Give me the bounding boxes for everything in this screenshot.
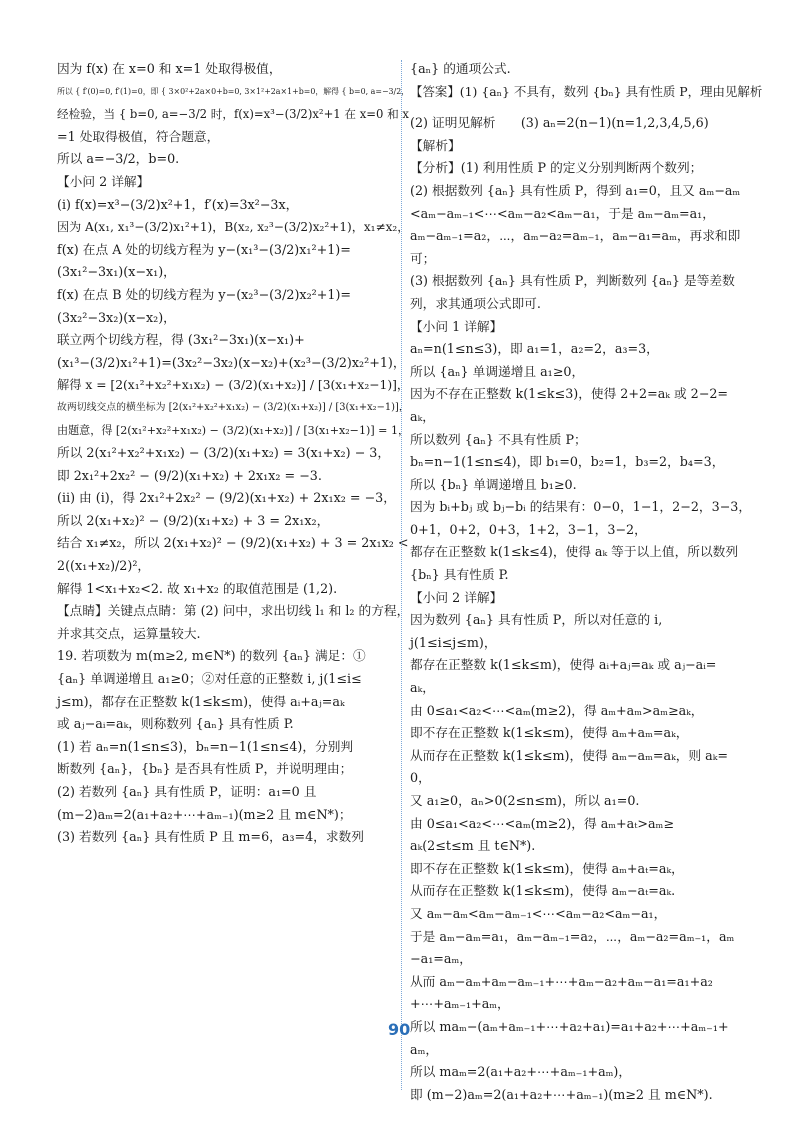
text-line: 即 2x₁²+2x₂² − (9/2)(x₁+x₂) + 2x₁x₂ = −3. (57, 467, 322, 483)
text-line: 所以 {aₙ} 单调递增且 a₁≥0， (410, 363, 585, 379)
text-line: =1 处取得极值，符合题意， (57, 128, 220, 144)
text-line: 又 a₁≥0，aₙ>0(2≤n≤m)，所以 a₁=0. (410, 793, 640, 808)
text-line: (3x₂²−3x₂)(x−x₂)， (57, 309, 176, 325)
page-number: 90 (388, 1020, 411, 1039)
text-line: 所以 {bₙ} 单调递增且 b₁≥0. (410, 476, 577, 492)
blank-line (410, 103, 762, 112)
text-line: 因为 A(x₁, x₁³−(3/2)x₁²+1)，B(x₂, x₂³−(3/2)x₂²+1)，x₁≠x₂， (57, 220, 410, 235)
text-line: 可； (410, 250, 436, 266)
text-line: 由 0≤a₁<a₂<⋯<aₘ(m≥2)，得 aₘ+aₜ>aₘ≥ (410, 815, 674, 831)
text-line: 0， (410, 770, 431, 786)
text-line: 所以数列 {aₙ} 不具有性质 P； (410, 431, 587, 447)
right-column (410, 58, 762, 1106)
text-line: 由题意，得 [2(x₁²+x₂²+x₁x₂) − (3/2)(x₁+x₂)] / [3(x₁+x₂−1)] = 1， (57, 423, 410, 437)
text-line: 故两切线交点的横坐标为 [2(x₁²+x₂²+x₁x₂) − (3/2)(x₁+x₂)] / [3(x₁+x₂−1)]， (57, 401, 409, 413)
text-line: 或 aⱼ−aᵢ=aₖ，则称数列 {aₙ} 具有性质 P. (57, 716, 294, 732)
text-line: f(x) 在点 A 处的切线方程为 y−(x₁³−(3/2)x₁²+1)= (57, 241, 351, 257)
text-line: 【分析】(1) 利用性质 P 的定义分别判断两个数列； (410, 160, 703, 176)
text-line: 解得 1<x₁+x₂<2. 故 x₁+x₂ 的取值范围是 (1,2). (57, 580, 338, 596)
text-line: 所以 maₘ=2(a₁+a₂+⋯+aₘ₋₁+aₘ)， (410, 1064, 632, 1080)
text-line: 因为 f(x) 在 x=0 和 x=1 处取得极值， (57, 61, 282, 76)
text-line: (2) 若数列 {aₙ} 具有性质 P，证明：a₁=0 且 (57, 784, 317, 799)
text-line: aₙ=n(1≤n≤3)，即 a₁=1，a₂=2，a₃=3， (410, 341, 659, 357)
text-line: (ⅱ) 由 (ⅰ)，得 2x₁²+2x₂² − (9/2)(x₁+x₂) + 2x₁x₂ = −3， (57, 490, 396, 506)
text-line: 19. 若项数为 m(m≥2, m∈N*) 的数列 {aₙ} 满足：① (57, 648, 366, 664)
text-line: 所以 2(x₁+x₂)² − (9/2)(x₁+x₂) + 3 = 2x₁x₂， (57, 512, 330, 528)
text-line: 断数列 {aₙ}，{bₙ} 是否具有性质 P，并说明理由； (57, 761, 353, 777)
text-line: 从而存在正整数 k(1≤k≤m)，使得 aₘ−aₜ=aₖ. (410, 883, 676, 899)
text-line: 经检验，当 { b=0, a=−3/2 时，f(x)=x³−(3/2)x²+1 在 x=0 和 x (57, 107, 409, 122)
text-line: 于是 aₘ−aₘ=a₁，aₘ−aₘ₋₁=a₂，⋯，aₘ−a₂=aₘ₋₁，aₘ (410, 928, 735, 944)
text-line: 【点睛】关键点点睛：第 (2) 问中，求出切线 l₁ 和 l₂ 的方程， (57, 603, 410, 619)
text-line: 因为不存在正整数 k(1≤k≤3)，使得 2+2=aₖ 或 2−2= (410, 386, 729, 402)
text-line: bₙ=n−1(1≤n≤4)，即 b₁=0，b₂=1，b₃=2，b₄=3， (410, 454, 725, 470)
text-line: {aₙ} 单调递增且 a₁≥0；②对任意的正整数 i, j(1≤i≤ (57, 671, 362, 687)
text-line: 从而存在正整数 k(1≤k≤m)，使得 aₘ−aₘ=aₖ，则 aₖ= (410, 747, 728, 763)
text-line: aₖ， (410, 680, 435, 696)
text-line: (3x₁²−3x₁)(x−x₁)， (57, 264, 176, 280)
text-line: (ⅰ) f(x)=x³−(3/2)x²+1，f′(x)=3x²−3x， (57, 196, 299, 212)
text-line: 0+1，0+2，0+3，1+2，3−1，3−2， (410, 521, 647, 537)
text-line: 所以 a=−3/2，b=0. (57, 151, 180, 167)
text-line: 都存在正整数 k(1≤k≤m)，使得 aᵢ+aⱼ=aₖ 或 aⱼ−aᵢ= (410, 657, 717, 673)
text-line: (1) 若 aₙ=n(1≤n≤3)，bₙ=n−1(1≤n≤4)，分别判 (57, 738, 354, 754)
text-line: −a₁=aₘ， (410, 951, 472, 967)
column-divider (401, 60, 402, 1090)
text-line: f(x) 在点 B 处的切线方程为 y−(x₂³−(3/2)x₂²+1)= (57, 286, 352, 302)
text-line: aₘ−aₘ₋₁=a₂，⋯，aₘ−a₂=aₘ₋₁，aₘ−a₁=aₘ，再求和即 (410, 228, 741, 244)
text-line: 因为数列 {aₙ} 具有性质 P，所以对任意的 i, (410, 612, 663, 628)
text-line: 2((x₁+x₂)/2)²， (57, 558, 151, 574)
text-line: 并求其交点，运算量较大. (57, 625, 201, 641)
text-line: (2) 根据数列 {aₙ} 具有性质 P，得到 a₁=0，且又 aₘ−aₘ (410, 182, 741, 198)
text-line: 从而 aₘ−aₘ+aₘ−aₘ₋₁+⋯+aₘ−a₂+aₘ−a₁=a₁+a₂ (410, 973, 713, 989)
text-line: 联立两个切线方程，得 (3x₁²−3x₁)(x−x₁)+ (57, 332, 305, 348)
text-line: 由 0≤a₁<a₂<⋯<aₘ(m≥2)，得 aₘ+aₘ>aₘ≥aₖ， (410, 702, 704, 718)
text-line: (m−2)aₘ=2(a₁+a₂+⋯+aₘ₋₁)(m≥2 且 m∈N*)； (57, 806, 352, 822)
text-line: 【小问 2 详解】 (410, 589, 503, 605)
left-column (57, 58, 409, 849)
text-line: (3) 根据数列 {aₙ} 具有性质 P，判断数列 {aₙ} 是等差数 (410, 273, 735, 289)
text-line: 即不存在正整数 k(1≤k≤m)，使得 aₘ+aₘ=aₖ， (410, 725, 689, 741)
text-line: 【小问 1 详解】 (410, 318, 503, 334)
text-line: 因为 bᵢ+bⱼ 或 bⱼ−bᵢ 的结果有：0−0，1−1，2−2，3−3， (410, 499, 752, 515)
text-line: 【解析】 (410, 137, 461, 153)
text-line: (x₁³−(3/2)x₁²+1)=(3x₂²−3x₂)(x−x₂)+(x₂³−(3/2)x₂²+1)， (57, 354, 406, 370)
text-line: 所以 maₘ−(aₘ+aₘ₋₁+⋯+a₂+a₁)=a₁+a₂+⋯+aₘ₋₁+ (410, 1018, 729, 1034)
text-line: 所以 { f′(0)=0, f′(1)=0，即 { 3×0²+2a×0+b=0, 3×1²+2a×1+b=0，解得 { b=0, a=−3/2， (57, 86, 410, 96)
text-line: 结合 x₁≠x₂，所以 2(x₁+x₂)² − (9/2)(x₁+x₂) + 3 = 2x₁x₂ < (57, 535, 409, 551)
text-line: aₖ(2≤t≤m 且 t∈N*). (410, 838, 536, 854)
text-line: +⋯+aₘ₋₁+aₘ， (410, 996, 510, 1012)
text-line: <aₘ−aₘ₋₁<⋯<aₘ−a₂<aₘ−a₁，于是 aₘ−aₘ=a₁， (410, 205, 715, 221)
text-line: j≤m)，都存在正整数 k(1≤k≤m)，使得 aᵢ+aⱼ=aₖ (57, 693, 345, 709)
text-line: 又 aₘ−aₘ<aₘ−aₘ₋₁<⋯<aₘ−a₂<aₘ−a₁， (410, 905, 667, 921)
text-line: aₖ， (410, 408, 435, 424)
text-line: j(1≤i≤j≤m)， (410, 634, 497, 650)
text-line: 列，求其通项公式即可. (410, 295, 541, 311)
text-line: {bₙ} 具有性质 P. (410, 567, 509, 583)
text-line: 都存在正整数 k(1≤k≤4)，使得 aₖ 等于以上值，所以数列 (410, 544, 739, 560)
text-line: 即不存在正整数 k(1≤k≤m)，使得 aₘ+aₜ=aₖ， (410, 860, 684, 876)
text-line: 即 (m−2)aₘ=2(a₁+a₂+⋯+aₘ₋₁)(m≥2 且 m∈N*). (410, 1086, 713, 1102)
text-line: 所以 2(x₁²+x₂²+x₁x₂) − (3/2)(x₁+x₂) = 3(x₁+x₂) − 3， (57, 445, 391, 461)
text-line: (2) 证明见解析 (3) aₙ=2(n−1)(n=1,2,3,4,5,6) (410, 115, 709, 131)
text-line: {aₙ} 的通项公式. (410, 61, 511, 76)
text-line: (3) 若数列 {aₙ} 具有性质 P 且 m=6，a₃=4，求数列 (57, 829, 364, 845)
text-line: 【答案】(1) {aₙ} 不具有，数列 {bₙ} 具有性质 P，理由见解析 (410, 83, 763, 99)
text-line: aₘ， (410, 1041, 439, 1057)
text-line: 解得 x = [2(x₁²+x₂²+x₁x₂) − (3/2)(x₁+x₂)] / [3(x₁+x₂−1)]， (57, 378, 410, 393)
text-line: 【小问 2 详解】 (57, 173, 150, 189)
